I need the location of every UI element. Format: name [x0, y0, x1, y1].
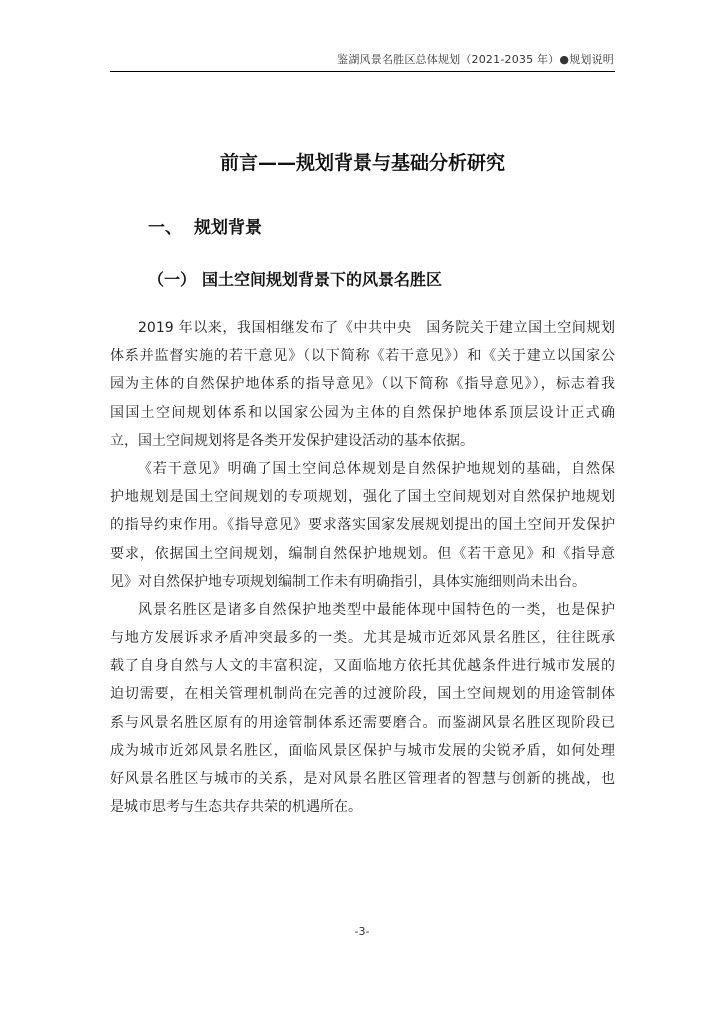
paragraph-2-line: 《若干意见》明确了国土空间总体规划是自然保护地规划的基础，自然保 — [138, 460, 615, 477]
header-divider — [110, 71, 615, 72]
body-text — [110, 314, 615, 821]
paragraph-3-line: 风景名胜区是诸多自然保护地类型中最能体现中国特色的一类，也是保护 — [138, 601, 615, 618]
paragraph-3-line: 迫切需要，在相关管理机制尚在完善的过渡阶段，国土空间规划的用途管制体 — [110, 686, 615, 703]
page-number: -3- — [354, 925, 370, 938]
paragraph-3-line: 好风景名胜区与城市的关系，是对风景名胜区管理者的智慧与创新的挑战，也 — [110, 771, 615, 787]
running-header: 鉴湖风景名胜区总体规划（2021-2035 年）●规划说明 — [337, 53, 614, 66]
section-title: 规划背景 — [194, 218, 262, 238]
paragraph-2-line: 护地规划是国土空间规划的专项规划，强化了国土空间规划对自然保护地规划 — [110, 489, 615, 506]
paragraph-3-line: 载了自身自然与人文的丰富积淀，又面临地方依托其优越条件进行城市发展的 — [110, 658, 615, 675]
paragraph-3-line: 是城市思考与生态共存共荣的机遇所在。 — [110, 799, 362, 816]
paragraph-1-line: 园为主体的自然保护地体系的指导意见》（以下简称《指导意见》），标志着我 — [110, 376, 615, 393]
paragraph-1-line: 国国土空间规划体系和以国家公园为主体的自然保护地体系顶层设计正式确 — [110, 404, 615, 421]
subsection-heading — [148, 267, 442, 290]
page-title: 前言——规划背景与基础分析研究 — [219, 152, 505, 174]
paragraph-3-line: 与地方发展诉求矛盾冲突最多的一类。尤其是城市近郊风景名胜区，往往既承 — [110, 630, 615, 647]
section-heading — [148, 213, 262, 238]
subsection-number: （一） — [148, 270, 197, 289]
section-number: 一、 — [148, 218, 182, 238]
paragraph-2-line: 的指导约束作用。《指导意见》要求落实国家发展规划提出的国土空间开发保护 — [110, 517, 615, 534]
paragraph-3-line: 成为城市近郊风景名胜区，面临风景区保护与城市发展的尖锐矛盾，如何处理 — [110, 742, 615, 759]
subsection-title: 国土空间规划背景下的风景名胜区 — [202, 270, 443, 289]
paragraph-3-line: 系与风景名胜区原有的用途管制体系还需要磨合。而鉴湖风景名胜区现阶段已 — [110, 714, 615, 731]
paragraph-1-line: 立，国土空间规划将是各类开发保护建设活动的基本依据。 — [110, 432, 474, 449]
paragraph-1-line: 2019 年以来，我国相继发布了《中共中央 国务院关于建立国土空间规划 — [138, 320, 615, 336]
paragraph-1-line: 体系并监督实施的若干意见》（以下简称《若干意见》）和《关于建立以国家公 — [110, 348, 615, 365]
paragraph-2-line: 要求，依据国土空间规划，编制自然保护地规划。但《若干意见》和《指导意 — [110, 545, 615, 562]
paragraph-2-line: 见》对自然保护地专项规划编制工作未有明确指引，具体实施细则尚未出台。 — [110, 573, 586, 590]
